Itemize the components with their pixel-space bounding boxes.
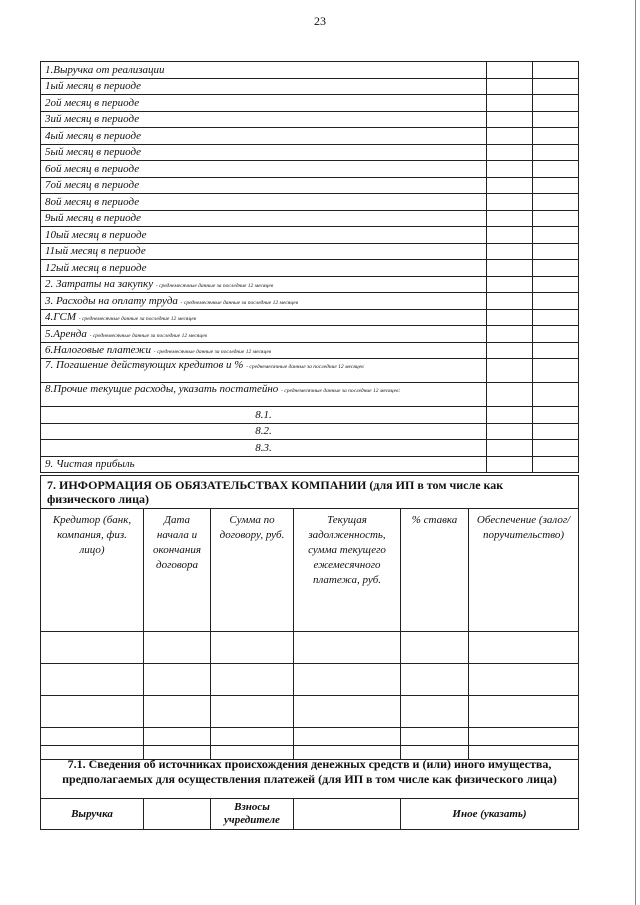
value-cell[interactable]: [533, 194, 579, 211]
row-label-text: 4ый месяц в периоде: [45, 129, 142, 142]
row-label-text: 2ой месяц в периоде: [45, 96, 140, 109]
value-cell[interactable]: [487, 260, 533, 277]
row-label-text: 11ый месяц в периоде: [45, 245, 146, 258]
row-label: [41, 293, 487, 310]
value-cell[interactable]: [533, 423, 579, 440]
row-label: [41, 243, 487, 260]
table-row: [41, 111, 579, 128]
value-cell[interactable]: [533, 128, 579, 145]
row-label-text: 7ой месяц в периоде: [45, 179, 140, 192]
row-label: [41, 227, 487, 244]
row-label: [41, 359, 487, 383]
table-row: [41, 194, 579, 211]
column-header: Обеспечение (залог/поручительство): [469, 509, 579, 632]
row-note: - среднемесячные данные за последние 12 месяцев: [78, 316, 197, 323]
column-header: % ставка: [401, 509, 469, 632]
funding-sources-table: [40, 745, 579, 830]
value-cell[interactable]: [533, 177, 579, 194]
row-label-text: 2. Затраты на закупку: [45, 278, 154, 291]
value-cell[interactable]: [487, 456, 533, 473]
value-cell[interactable]: [487, 342, 533, 359]
sub-item-label: 8.1.: [41, 407, 487, 424]
sub-item-label: 8.3.: [41, 440, 487, 457]
value-cell[interactable]: [487, 128, 533, 145]
value-cell[interactable]: [487, 276, 533, 293]
table-row: [41, 243, 579, 260]
table-row: [41, 309, 579, 326]
table-row: [41, 144, 579, 161]
table-row: [41, 664, 579, 696]
table-row: [41, 407, 579, 424]
value-cell[interactable]: [487, 194, 533, 211]
table-row: [41, 227, 579, 244]
value-cell[interactable]: [487, 78, 533, 95]
net-profit-label: 9. Чистая прибыль: [41, 456, 487, 473]
revenue-value[interactable]: [144, 799, 211, 830]
value-cell[interactable]: [487, 177, 533, 194]
row-label-text: 3ий месяц в периоде: [45, 113, 140, 126]
table-row: [41, 696, 579, 728]
row-note: - среднемесячные данные за последние 12 месяцев: [246, 364, 364, 370]
row-label: [41, 210, 487, 227]
value-cell[interactable]: [487, 383, 533, 407]
value-cell[interactable]: [487, 62, 533, 79]
value-cell[interactable]: [533, 359, 579, 383]
table-row: [41, 161, 579, 178]
row-label-text: 10ый месяц в периоде: [45, 228, 147, 241]
row-note: - среднемесячные данные за последние 12 месяцев: [155, 283, 274, 290]
table-row: [41, 78, 579, 95]
value-cell[interactable]: [533, 144, 579, 161]
column-header: Кредитор (банк, компания, физ. лицо): [41, 509, 144, 632]
value-cell[interactable]: [487, 95, 533, 112]
page-edge-line: [635, 0, 636, 905]
value-cell[interactable]: [533, 111, 579, 128]
row-label: [41, 161, 487, 178]
value-cell[interactable]: [487, 309, 533, 326]
value-cell[interactable]: [533, 62, 579, 79]
row-label-text: 5ый месяц в периоде: [45, 146, 142, 159]
value-cell[interactable]: [533, 456, 579, 473]
value-cell[interactable]: [487, 440, 533, 457]
row-label: [41, 309, 487, 326]
page-number: 23: [314, 14, 326, 28]
sub-item-label: 8.2.: [41, 423, 487, 440]
value-cell[interactable]: [487, 144, 533, 161]
row-label: [41, 62, 487, 79]
row-label-text: 8.Прочие текущие расходы, указать постатейно: [45, 383, 279, 395]
table-row: [41, 62, 579, 79]
value-cell[interactable]: [487, 293, 533, 310]
value-cell[interactable]: [533, 407, 579, 424]
other-label: Иное (указать): [401, 799, 579, 830]
column-header: Сумма по договору, руб.: [211, 509, 294, 632]
value-cell[interactable]: [533, 383, 579, 407]
row-label-text: 6ой месяц в периоде: [45, 162, 140, 175]
value-cell[interactable]: [533, 161, 579, 178]
row-note: - среднемесячные данные за последние 12 месяцев: [180, 299, 299, 306]
table-row: [41, 326, 579, 343]
row-label-text: 9ый месяц в периоде: [45, 212, 142, 225]
value-cell[interactable]: [487, 423, 533, 440]
row-label: [41, 342, 487, 359]
row-label: [41, 78, 487, 95]
value-cell[interactable]: [533, 95, 579, 112]
row-note: - среднемесячные данные за последние 12 месяцев: [89, 332, 208, 339]
row-label: [41, 111, 487, 128]
financials-table: [40, 61, 579, 473]
funding-sources-title: 7.1. Сведения об источниках происхождения денежных средств и (или) иного имущества, предполагаемых для осуществления платежей (для ИП в том числе как физического лица): [41, 746, 579, 799]
row-label: [41, 95, 487, 112]
table-row: [41, 276, 579, 293]
value-cell[interactable]: [487, 359, 533, 383]
value-cell[interactable]: [533, 210, 579, 227]
row-label: [41, 326, 487, 343]
value-cell[interactable]: [533, 78, 579, 95]
value-cell[interactable]: [533, 342, 579, 359]
table-row: [41, 342, 579, 359]
revenue-label: Выручка: [41, 799, 144, 830]
table-row: [41, 632, 579, 664]
row-label: [41, 276, 487, 293]
row-label: [41, 260, 487, 277]
table-row: [41, 423, 579, 440]
row-label-text: 3. Расходы на оплату труда: [45, 294, 178, 307]
value-cell[interactable]: [533, 227, 579, 244]
table-row: [41, 440, 579, 457]
row-label-text: 4.ГСМ: [45, 311, 77, 324]
value-cell[interactable]: [487, 407, 533, 424]
row-label: [41, 194, 487, 211]
row-label-text: 6.Налоговые платежи: [45, 344, 151, 357]
row-label: [41, 128, 487, 145]
value-cell[interactable]: [487, 227, 533, 244]
value-cell[interactable]: [533, 309, 579, 326]
value-cell[interactable]: [533, 243, 579, 260]
value-cell[interactable]: [533, 260, 579, 277]
table-row: [41, 260, 579, 277]
value-cell[interactable]: [533, 326, 579, 343]
row-label: [41, 383, 487, 407]
value-cell[interactable]: [533, 276, 579, 293]
table-row: [41, 456, 579, 473]
value-cell[interactable]: [487, 161, 533, 178]
table-row: [41, 177, 579, 194]
value-cell[interactable]: [487, 210, 533, 227]
row-label-text: 5.Аренда: [45, 327, 87, 340]
row-note: - среднемесячные данные за последние 12 месяцев:: [281, 388, 401, 394]
row-label-text: 7. Погашение действующих кредитов и %: [45, 359, 244, 371]
value-cell[interactable]: [487, 326, 533, 343]
row-label: [41, 177, 487, 194]
table-row: [41, 383, 579, 407]
row-label-text: 1.Выручка от реализации: [45, 63, 165, 76]
table-row: [41, 128, 579, 145]
founders-value[interactable]: [294, 799, 401, 830]
column-header: Текущая задолженность, сумма текущего ежемесячного платежа, руб.: [294, 509, 401, 632]
value-cell[interactable]: [533, 293, 579, 310]
founders-label: Взносы учредителе: [211, 799, 294, 830]
value-cell[interactable]: [487, 243, 533, 260]
obligations-title: 7. ИНФОРМАЦИЯ ОБ ОБЯЗАТЕЛЬСТВАХ КОМПАНИИ (для ИП в том числе как физического лица): [41, 476, 579, 509]
row-label: [41, 144, 487, 161]
row-label-text: 8ой месяц в периоде: [45, 195, 140, 208]
obligations-table: [40, 475, 579, 760]
table-row: [41, 293, 579, 310]
row-label-text: 1ый месяц в периоде: [45, 80, 142, 93]
table-row: [41, 95, 579, 112]
table-row: [41, 359, 579, 383]
value-cell[interactable]: [487, 111, 533, 128]
column-header: Дата начала и окончания договора: [144, 509, 211, 632]
table-row: [41, 210, 579, 227]
value-cell[interactable]: [533, 440, 579, 457]
row-label-text: 12ый месяц в периоде: [45, 261, 147, 274]
row-note: - среднемесячные данные за последние 12 месяцев: [153, 349, 272, 356]
